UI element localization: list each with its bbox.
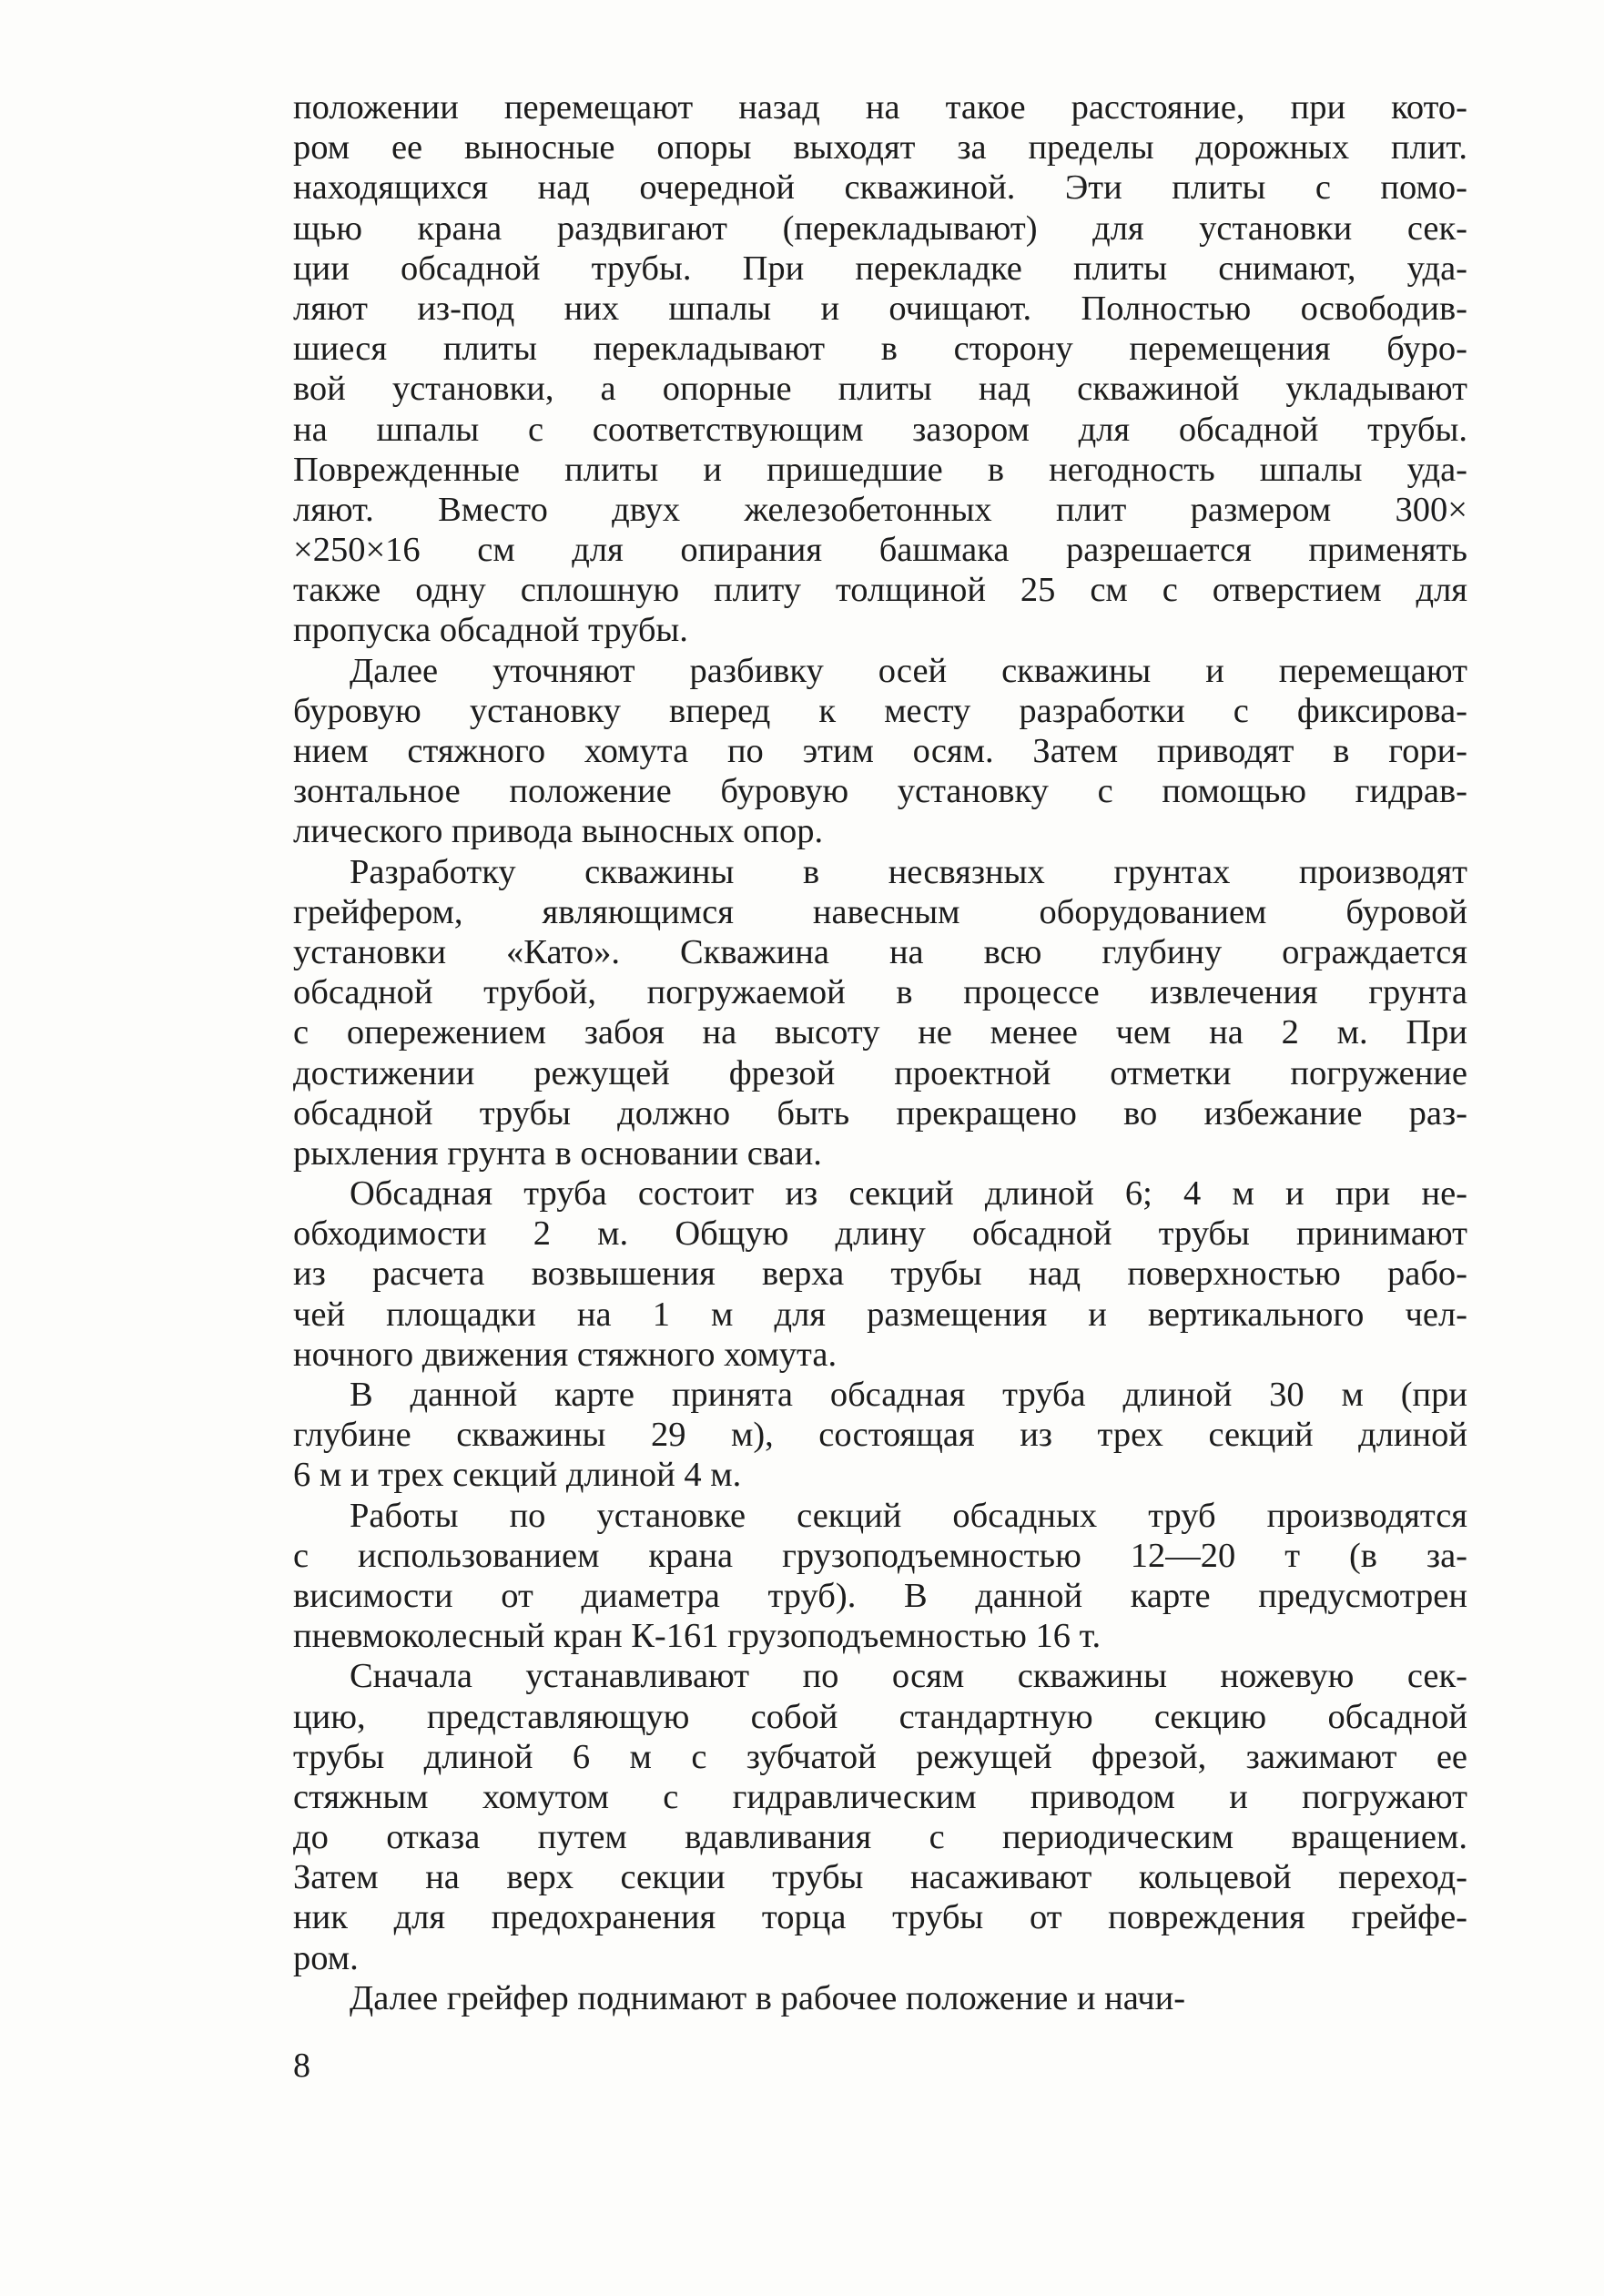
text-line: пневмоколесный кран К-161 грузоподъемностью 16 т. xyxy=(293,1617,1101,1656)
paragraph xyxy=(293,651,1467,852)
text-line: обсадной трубой, погружаемой в процессе извлечения грунта xyxy=(293,973,1467,1012)
text-line: ции обсадной трубы. При перекладке плиты снимают, уда- xyxy=(293,249,1467,288)
text-line: установки «Като». Скважина на всю глубину ограждается xyxy=(293,932,1467,971)
paragraph xyxy=(293,1496,1467,1657)
text-line: буровую установку вперед к месту разработки с фиксирова- xyxy=(293,691,1467,730)
text-line: трубы длиной 6 м с зубчатой режущей фрезой, зажимают ее xyxy=(293,1737,1467,1776)
text-line: ночного движения стяжного хомута. xyxy=(293,1335,838,1374)
paragraph xyxy=(293,87,1467,651)
text-line: шиеся плиты перекладывают в сторону перемещения буро- xyxy=(293,330,1467,369)
text-line: также одну сплошную плиту толщиной 25 см с отверстием для xyxy=(293,571,1467,610)
paragraph xyxy=(293,1656,1467,1978)
text-line: Затем на верх секции трубы насаживают кольцевой переход- xyxy=(293,1858,1467,1897)
text-line: ром ее выносные опоры выходят за пределы дорожных плит. xyxy=(293,128,1467,168)
text-line: нием стяжного хомута по этим осям. Затем приводят в гори- xyxy=(293,732,1467,770)
text-line: Далее уточняют разбивку осей скважины и перемещают xyxy=(350,651,1467,690)
paragraph xyxy=(293,1375,1467,1496)
text-line: до отказа путем вдавливания с периодическим вращением. xyxy=(293,1818,1467,1857)
text-line: лического привода выносных опор. xyxy=(293,812,824,851)
text-line: рыхления грунта в основании сваи. xyxy=(293,1133,822,1173)
text-line: чей площадки на 1 м для размещения и вертикального чел- xyxy=(293,1295,1467,1334)
text-line: Обсадная труба состоит из секций длиной 6; 4 м и при не- xyxy=(350,1174,1467,1214)
text-line: грейфером, являющимся навесным оборудованием буровой xyxy=(293,892,1467,931)
text-line: Работы по установке секций обсадных труб производятся xyxy=(350,1496,1467,1535)
text-line: ляют. Вместо двух железобетонных плит размером 300× xyxy=(293,490,1467,529)
text-line: ляют из-под них шпалы и очищают. Полностью освободив- xyxy=(293,289,1467,328)
text-line: щью крана раздвигают (перекладывают) для установки сек- xyxy=(293,208,1467,248)
text-line: 6 м и трех секций длиной 4 м. xyxy=(293,1456,742,1495)
text-line: Поврежденные плиты и пришедшие в негодность шпалы уда- xyxy=(293,450,1467,489)
paragraph xyxy=(293,1173,1467,1375)
paragraph xyxy=(293,1978,1467,2018)
text-line: ром. xyxy=(293,1938,359,1977)
text-line: из расчета возвышения верха трубы над поверхностью рабо- xyxy=(293,1255,1467,1294)
text-line: зонтальное положение буровую установку с помощью гидрав- xyxy=(293,772,1467,811)
text-line: пропуска обсадной трубы. xyxy=(293,611,688,650)
paragraph xyxy=(293,852,1467,1174)
text-line: Разработку скважины в несвязных грунтах производят xyxy=(350,852,1467,891)
page-number: 8 xyxy=(293,2047,310,2085)
text-line: цию, представляющую собой стандартную секцию обсадной xyxy=(293,1697,1467,1736)
text-line: ×250×16 см для опирания башмака разрешается применять xyxy=(293,531,1467,570)
text-line: с использованием крана грузоподъемностью 12—20 т (в за- xyxy=(293,1536,1467,1575)
body-text xyxy=(293,87,1467,2018)
text-line: стяжным хомутом с гидравлическим приводом и погружают xyxy=(293,1777,1467,1816)
text-line: В данной карте принята обсадная труба длиной 30 м (при xyxy=(350,1376,1467,1414)
text-line: обсадной трубы должно быть прекращено во избежание раз- xyxy=(293,1093,1467,1133)
text-line: находящихся над очередной скважиной. Эти плиты с помо- xyxy=(293,168,1467,208)
text-line: Сначала устанавливают по осям скважины ножевую сек- xyxy=(350,1657,1467,1696)
text-line: Далее грейфер поднимают в рабочее положение и начи- xyxy=(350,1978,1186,2017)
text-line: достижении режущей фрезой проектной отметки погружение xyxy=(293,1053,1467,1092)
text-line: с опережением забоя на высоту не менее чем на 2 м. При xyxy=(293,1013,1467,1052)
text-line: обходимости 2 м. Общую длину обсадной трубы принимают xyxy=(293,1214,1467,1254)
text-line: вой установки, а опорные плиты над скважиной укладывают xyxy=(293,370,1467,409)
text-line: висимости от диаметра труб). В данной карте предусмотрен xyxy=(293,1576,1467,1615)
text-line: ник для предохранения торца трубы от повреждения грейфе- xyxy=(293,1898,1467,1937)
text-line: положении перемещают назад на такое расстояние, при кото- xyxy=(293,88,1467,127)
text-line: на шпалы с соответствующим зазором для обсадной трубы. xyxy=(293,410,1467,449)
text-line: глубине скважины 29 м), состоящая из трех секций длиной xyxy=(293,1416,1467,1455)
